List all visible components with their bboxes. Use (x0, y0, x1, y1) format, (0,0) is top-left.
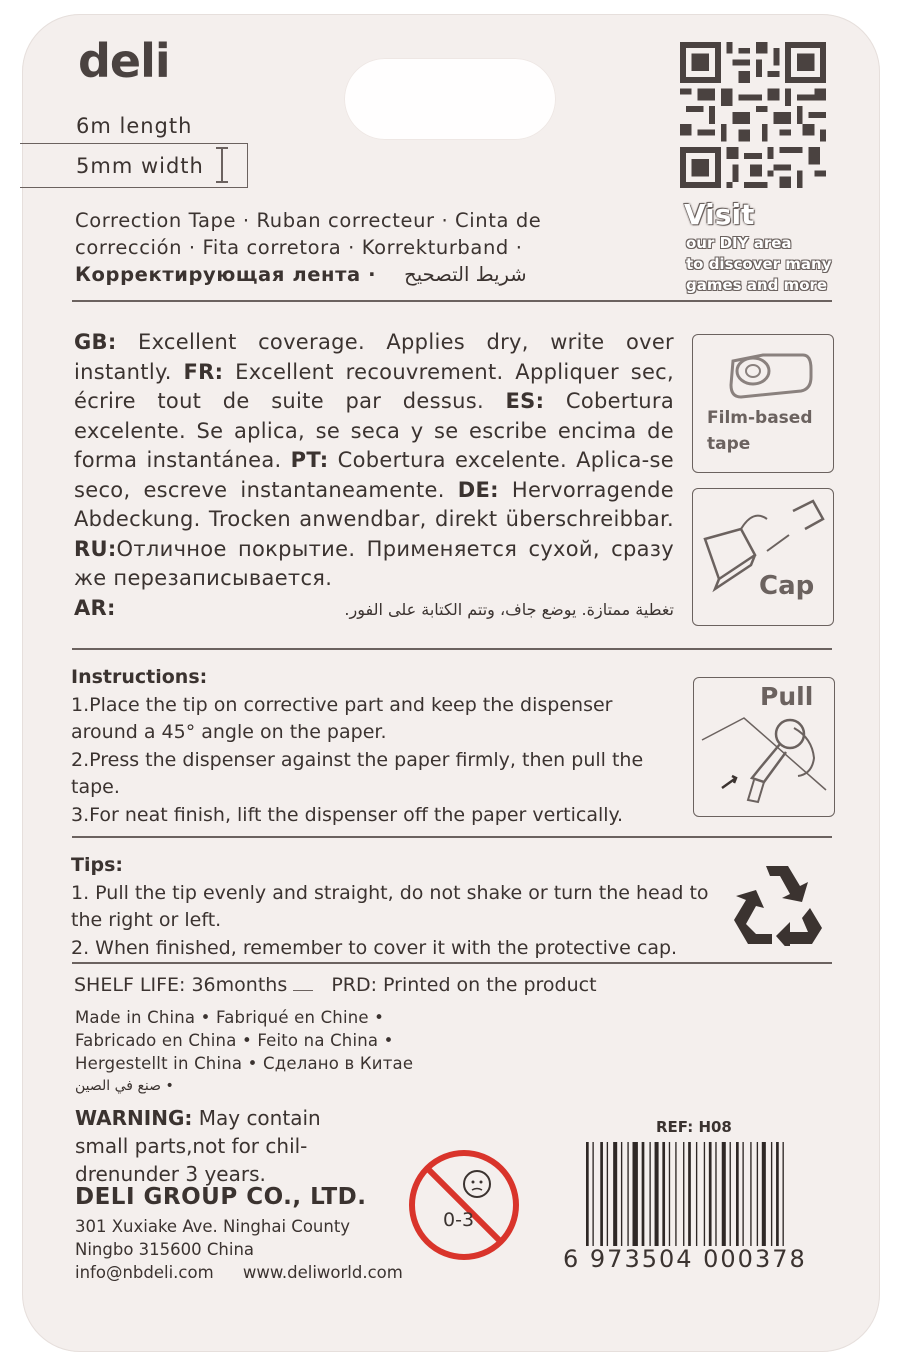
divider (72, 300, 832, 302)
origin-line-2: Fabricado en China • Feito na China • (75, 1031, 394, 1050)
barcode-bar (688, 1142, 691, 1246)
tips (71, 852, 721, 962)
barcode-bar (683, 1142, 684, 1246)
barcode-bar (592, 1142, 593, 1246)
film-tape-label (707, 405, 813, 457)
product-names-line1: Correction Tape · Ruban correcteur · Cinta de (75, 209, 542, 232)
barcode-bar (783, 1142, 784, 1246)
barcode-bar (649, 1142, 650, 1246)
divider (72, 962, 832, 964)
barcode-bar (776, 1142, 779, 1246)
tips-title: Tips: (71, 854, 123, 876)
barcode-bar (696, 1142, 697, 1246)
promo-text (686, 233, 836, 296)
multilingual-description (74, 328, 674, 624)
barcode-bar (757, 1142, 758, 1246)
hang-hole (344, 58, 556, 140)
instruction-step-2: 2.Press the dispenser against the paper firmly, then pull the tape. (71, 748, 644, 798)
promo-line3: games and more (686, 276, 828, 294)
barcode-bar (642, 1142, 645, 1246)
promo-visit: Visit (684, 198, 755, 231)
barcode-bar (669, 1142, 670, 1246)
desc-es: Cobertura excelente. Se aplica, se seca y se escribe encima de forma instantánea. (74, 389, 675, 472)
pull-hand-icon (694, 678, 834, 816)
cap-icon-box (692, 488, 834, 626)
barcode-bar (750, 1142, 751, 1246)
barcode-bar (742, 1142, 743, 1246)
desc-ar: تغطية ممتازة. يوضع جاف، وتتم الكتابة على الفور. (344, 599, 674, 619)
warning-block (75, 1104, 321, 1188)
origin-line-1: Made in China • Fabriqué en Chine • (75, 1008, 385, 1027)
lang-label-de: DE: (457, 477, 499, 502)
desc-ar-row (74, 594, 674, 625)
film-tape-icon-box (692, 334, 834, 473)
desc-pt: Cobertura excelente. Aplica-se seco, escreve instantaneamente. (74, 448, 674, 502)
promo-line2: to discover many (686, 255, 832, 273)
barcode-bar (627, 1142, 628, 1246)
instruction-step-1: 1.Place the tip on corrective part and keep the dispenser around a 45° angle on the paper. (71, 693, 613, 743)
product-names (75, 207, 635, 288)
barcode-bar (655, 1142, 659, 1246)
lang-label-gb: GB: (74, 330, 117, 354)
barcode-bar (736, 1142, 739, 1246)
address-line-1: 301 Xuxiake Ave. Ninghai County (75, 1217, 351, 1236)
cap-icon (693, 489, 833, 625)
age-warning-icon (405, 1148, 523, 1262)
origin-line-3: Hergestellt in China • Сделано в Китае (75, 1054, 414, 1073)
barcode-bar (709, 1142, 712, 1246)
barcode-bar (715, 1142, 716, 1246)
desc-gb: Excellent coverage. Applies dry, write over instantly. (74, 330, 674, 384)
brand-logo: deli (78, 34, 170, 88)
barcode-bar (704, 1142, 705, 1246)
pull-label: Pull (760, 682, 814, 711)
shelf-life-row (74, 974, 597, 996)
company-name: DELI GROUP CO., LTD. (75, 1184, 367, 1210)
lang-label-ar: AR: (74, 595, 116, 620)
company-email[interactable]: info@nbdeli.com (75, 1263, 214, 1282)
lang-label-fr: FR: (183, 359, 224, 384)
promo-line1: our DIY area (686, 234, 792, 252)
instructions-title: Instructions: (71, 666, 208, 688)
address-line-2: Ningbo 315600 China (75, 1240, 255, 1259)
barcode-bar (633, 1142, 638, 1246)
tip-1: 1. Pull the tip evenly and straight, do not shake or turn the head to the right or left. (71, 881, 709, 931)
width-arrow-icon (221, 147, 223, 183)
contact-row (75, 1261, 403, 1284)
barcode-bar (607, 1142, 608, 1246)
company-website[interactable]: www.deliworld.com (242, 1263, 403, 1282)
prd-info: PRD: Printed on the product (331, 974, 597, 996)
underline (293, 990, 313, 991)
width-spec: 5mm width (76, 154, 204, 178)
lang-label-ru: RU: (74, 536, 117, 561)
lang-label-pt: PT: (290, 448, 329, 472)
instruction-step-3: 3.For neat finish, lift the dispenser off the paper vertically. (71, 803, 624, 826)
barcode[interactable] (586, 1142, 808, 1246)
qr-code-icon[interactable] (678, 42, 828, 188)
barcode-bar (771, 1142, 772, 1246)
pull-icon-box (693, 677, 835, 817)
length-spec: 6m length (76, 114, 193, 138)
product-names-ar: شريط التصحيح (404, 263, 527, 286)
warning-text-1: May contain (192, 1106, 321, 1130)
instructions (71, 664, 671, 829)
origin-line-4: • صنع في الصين (75, 1078, 174, 1094)
company-address (75, 1215, 403, 1284)
warning-label: WARNING: (75, 1106, 193, 1130)
recycle-icon (730, 862, 824, 946)
barcode-number: 6 973504 000378 (563, 1245, 807, 1273)
warning-text-3: drenunder 3 years. (75, 1162, 266, 1186)
desc-fr: Excellent recouvrement. Appliquer sec, écrire tout de suite par dessus. (74, 359, 674, 413)
barcode-bar (662, 1142, 665, 1246)
lang-label-es: ES: (505, 389, 545, 413)
shelf-life: SHELF LIFE: 36months (74, 974, 288, 996)
country-of-origin (75, 1006, 413, 1098)
desc-de: Hervorragende Abdeckung. Trocken anwendbar, direkt überschreibbar. (74, 477, 674, 531)
barcode-bar (762, 1142, 766, 1246)
film-label-line2: tape (707, 434, 751, 454)
product-names-ru: Корректирующая лента · (75, 263, 377, 286)
barcode-bar (675, 1142, 676, 1246)
tip-2: 2. When finished, remember to cover it with the protective cap. (71, 936, 678, 959)
barcode-bar (730, 1142, 731, 1246)
ref-code: REF: H08 (656, 1118, 732, 1136)
desc-ru: Отличное покрытие. Применяется сухой, сразу же перезаписывается. (74, 536, 674, 590)
warning-text-2: small parts,not for chil- (75, 1134, 308, 1158)
divider (72, 648, 832, 650)
product-names-line2: corrección · Fita corretora · Korrekturband · (75, 236, 523, 259)
barcode-bar (613, 1142, 617, 1246)
cap-label: Cap (759, 571, 815, 601)
age-range: 0-3 (443, 1209, 475, 1231)
barcode-bar (600, 1142, 603, 1246)
barcode-bar (722, 1142, 726, 1246)
divider (72, 836, 832, 838)
barcode-bar (621, 1142, 622, 1246)
barcode-bar (586, 1142, 589, 1246)
film-label-line1: Film-based (707, 408, 813, 428)
product-names-line3 (75, 261, 635, 288)
